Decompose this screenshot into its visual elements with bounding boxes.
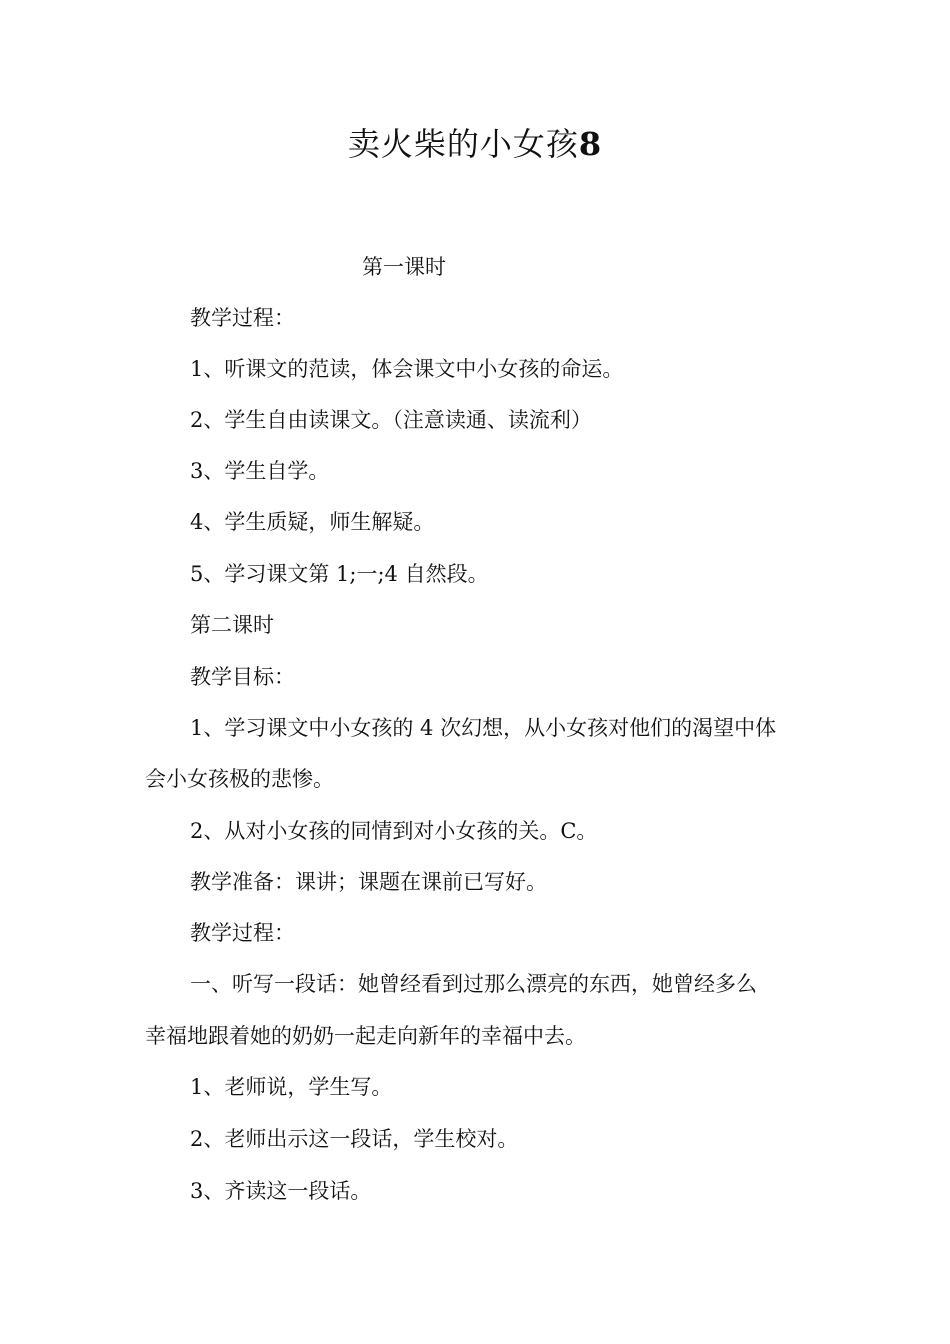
title-text: 卖火柴的小女孩	[347, 125, 579, 163]
paragraph-line: 2、学生自由读课文。（注意读通、读流利）	[190, 408, 592, 432]
paragraph-line: 1、学习课文中小女孩的 4 次幻想，从小女孩对他们的渴望中体	[190, 716, 777, 740]
paragraph-line: 2、从对小女孩的同情到对小女孩的关。C。	[190, 819, 598, 843]
lesson-heading-first: 第一课时	[362, 255, 446, 279]
section-label-preparation: 教学准备：课讲；课题在课前已写好。	[190, 870, 547, 894]
paragraph-line: 3、学生自学。	[190, 459, 330, 483]
paragraph-line: 1、老师说，学生写。	[190, 1075, 393, 1099]
paragraph-line: 5、学习课文第 1;一;4 自然段。	[190, 562, 489, 586]
paragraph-line: 1、听课文的范读，体会课文中小女孩的命运。	[190, 357, 624, 381]
section-label-process: 教学过程：	[190, 306, 295, 330]
paragraph-line: 一、听写一段话：她曾经看到过那么漂亮的东西，她曾经多么	[190, 972, 757, 996]
paragraph-line: 3、齐读这一段话。	[190, 1179, 372, 1203]
section-label-process: 教学过程：	[190, 921, 295, 945]
paragraph-line-continuation: 会小女孩极的悲惨。	[145, 767, 334, 791]
paragraph-line: 2、老师出示这一段话，学生校对。	[190, 1127, 519, 1151]
document-title	[0, 122, 950, 166]
lesson-heading-second: 第二课时	[190, 613, 274, 637]
paragraph-line-continuation: 幸福地跟着她的奶奶一起走向新年的幸福中去。	[145, 1024, 586, 1048]
title-number: 8	[578, 125, 603, 163]
paragraph-line: 4、学生质疑，师生解疑。	[190, 510, 435, 534]
section-label-goals: 教学目标：	[190, 665, 295, 689]
